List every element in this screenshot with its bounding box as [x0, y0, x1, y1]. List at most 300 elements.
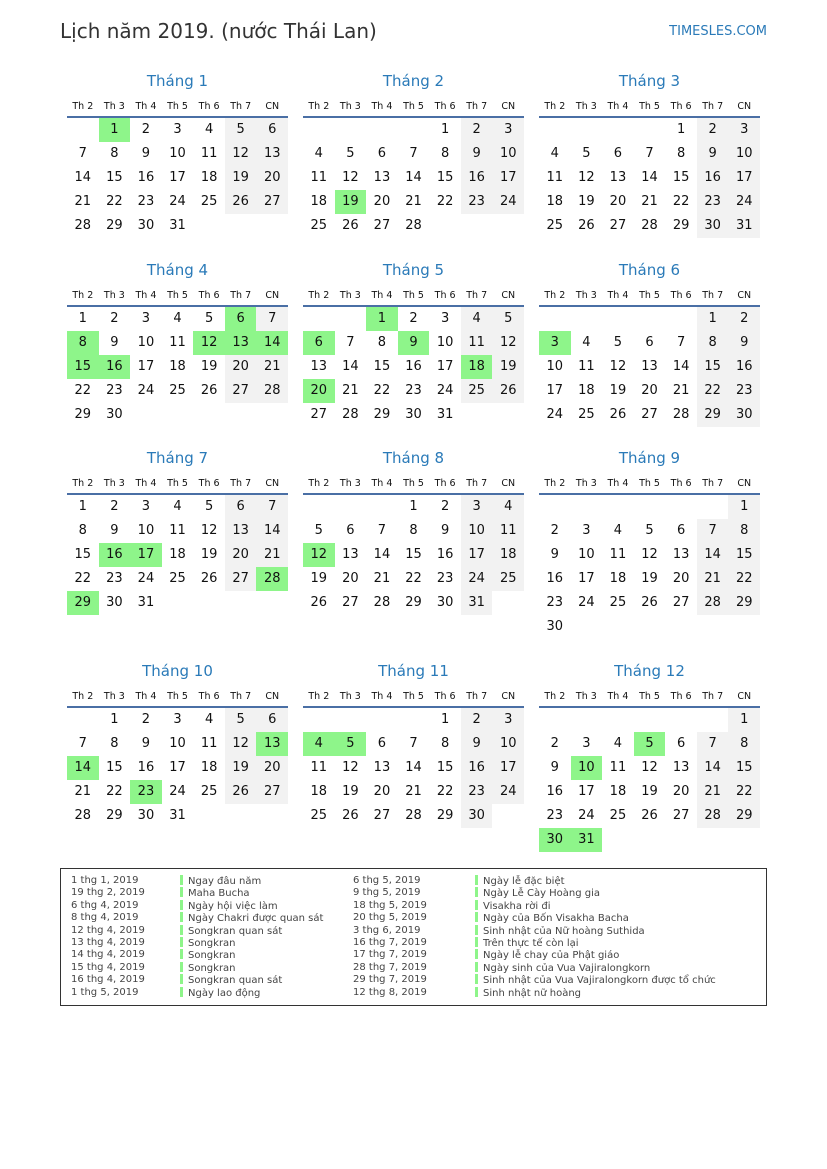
day-cell[interactable]: 10	[546, 359, 564, 374]
day-cell[interactable]: 19	[578, 194, 595, 209]
day-cell[interactable]: 23	[461, 780, 493, 804]
day-cell[interactable]: 21	[74, 194, 92, 209]
day-cell[interactable]: 19	[200, 547, 218, 562]
day-cell[interactable]: 24	[169, 194, 186, 209]
day-cell[interactable]: 30	[106, 407, 123, 422]
day-cell[interactable]: 19	[335, 190, 367, 214]
day-cell[interactable]: 5	[492, 307, 524, 331]
day-cell[interactable]: 30	[461, 804, 493, 828]
day-cell[interactable]: 29	[728, 591, 760, 615]
day-cell[interactable]: 10	[137, 335, 155, 350]
day-cell[interactable]: 7	[676, 335, 686, 350]
day-cell[interactable]: 2	[409, 311, 418, 326]
day-cell[interactable]: 31	[728, 214, 760, 238]
day-cell[interactable]: 25	[492, 567, 524, 591]
day-cell[interactable]: 22	[106, 194, 123, 209]
day-cell[interactable]: 25	[169, 383, 186, 398]
day-cell[interactable]: 19	[225, 756, 257, 780]
day-cell[interactable]: 11	[200, 146, 218, 161]
day-cell[interactable]: 2	[550, 736, 559, 751]
day-cell[interactable]: 23	[405, 383, 422, 398]
day-cell[interactable]: 5	[314, 523, 323, 538]
day-cell[interactable]: 26	[578, 218, 595, 233]
day-cell[interactable]: 8	[110, 736, 119, 751]
day-cell[interactable]: 26	[225, 190, 257, 214]
day-cell[interactable]: 12	[641, 760, 658, 775]
day-cell[interactable]: 11	[609, 760, 627, 775]
day-cell[interactable]: 25	[310, 218, 328, 233]
day-cell[interactable]: 18	[461, 355, 493, 379]
day-cell[interactable]: 10	[578, 547, 595, 562]
day-cell[interactable]: 9	[461, 732, 493, 756]
day-cell[interactable]: 3	[141, 499, 151, 514]
day-cell[interactable]: 18	[546, 194, 564, 209]
day-cell[interactable]: 13	[310, 359, 328, 374]
day-cell[interactable]: 2	[141, 712, 151, 727]
day-cell[interactable]: 22	[74, 571, 92, 586]
day-cell[interactable]: 16	[546, 784, 564, 799]
day-cell[interactable]: 24	[492, 780, 524, 804]
day-cell[interactable]: 1	[676, 122, 686, 137]
day-cell[interactable]: 1	[409, 499, 418, 514]
day-cell[interactable]: 23	[106, 571, 123, 586]
day-cell[interactable]: 4	[492, 495, 524, 519]
day-cell[interactable]: 19	[310, 571, 328, 586]
day-cell[interactable]: 24	[137, 571, 155, 586]
day-cell[interactable]: 5	[346, 146, 355, 161]
day-cell[interactable]: 15	[106, 170, 123, 185]
day-cell[interactable]: 10	[169, 736, 186, 751]
day-cell[interactable]: 1	[728, 495, 760, 519]
day-cell[interactable]: 19	[342, 784, 359, 799]
day-cell[interactable]: 7	[256, 307, 288, 331]
day-cell[interactable]: 22	[697, 379, 729, 403]
day-cell[interactable]: 21	[405, 784, 422, 799]
day-cell[interactable]: 28	[697, 591, 729, 615]
day-cell[interactable]: 6	[377, 146, 387, 161]
day-cell[interactable]: 29	[106, 218, 123, 233]
day-cell[interactable]: 24	[461, 567, 493, 591]
day-cell[interactable]: 10	[461, 519, 493, 543]
day-cell[interactable]: 17	[137, 359, 155, 374]
day-cell[interactable]: 3	[461, 495, 493, 519]
day-cell[interactable]: 9	[550, 547, 559, 562]
day-cell[interactable]: 27	[641, 407, 658, 422]
day-cell[interactable]: 29	[697, 403, 729, 427]
day-cell[interactable]: 20	[609, 194, 627, 209]
day-cell[interactable]: 15	[106, 760, 123, 775]
day-cell[interactable]: 28	[672, 407, 690, 422]
day-cell[interactable]: 29	[436, 808, 454, 823]
day-cell[interactable]: 14	[697, 543, 729, 567]
day-cell[interactable]: 6	[645, 335, 654, 350]
day-cell[interactable]: 20	[225, 355, 257, 379]
day-cell[interactable]: 26	[641, 808, 658, 823]
day-cell[interactable]: 13	[256, 142, 288, 166]
day-cell[interactable]: 8	[697, 331, 729, 355]
day-cell[interactable]: 7	[377, 523, 387, 538]
day-cell[interactable]: 10	[169, 146, 186, 161]
day-cell[interactable]: 25	[609, 595, 627, 610]
day-cell[interactable]: 13	[225, 331, 257, 355]
day-cell[interactable]: 15	[436, 170, 454, 185]
day-cell[interactable]: 6	[346, 523, 355, 538]
day-cell[interactable]: 27	[256, 190, 288, 214]
day-cell[interactable]: 2	[697, 118, 729, 142]
day-cell[interactable]: 12	[492, 331, 524, 355]
day-cell[interactable]: 5	[613, 335, 623, 350]
day-cell[interactable]: 27	[225, 567, 257, 591]
day-cell[interactable]: 27	[373, 808, 391, 823]
day-cell[interactable]: 29	[405, 595, 422, 610]
day-cell[interactable]: 30	[728, 403, 760, 427]
day-cell[interactable]: 10	[492, 732, 524, 756]
day-cell[interactable]: 16	[546, 571, 564, 586]
day-cell[interactable]: 6	[225, 495, 257, 519]
day-cell[interactable]: 15	[373, 359, 391, 374]
day-cell[interactable]: 14	[405, 760, 422, 775]
day-cell[interactable]: 8	[676, 146, 686, 161]
day-cell[interactable]: 24	[578, 595, 595, 610]
day-cell[interactable]: 13	[225, 519, 257, 543]
day-cell[interactable]: 14	[256, 519, 288, 543]
day-cell[interactable]: 23	[106, 383, 123, 398]
day-cell[interactable]: 10	[728, 142, 760, 166]
brand-link[interactable]: TIMESLES.COM	[669, 24, 767, 39]
day-cell[interactable]: 23	[130, 780, 162, 804]
day-cell[interactable]: 18	[310, 784, 328, 799]
day-cell[interactable]: 17	[461, 543, 493, 567]
day-cell[interactable]: 22	[106, 784, 123, 799]
day-cell[interactable]: 1	[366, 307, 398, 331]
day-cell[interactable]: 23	[137, 194, 155, 209]
day-cell[interactable]: 9	[141, 146, 151, 161]
day-cell[interactable]: 8	[440, 736, 450, 751]
day-cell[interactable]: 22	[373, 383, 391, 398]
day-cell[interactable]: 18	[169, 547, 186, 562]
day-cell[interactable]: 7	[78, 736, 87, 751]
day-cell[interactable]: 12	[225, 732, 257, 756]
day-cell[interactable]: 22	[728, 567, 760, 591]
day-cell[interactable]: 11	[546, 170, 564, 185]
day-cell[interactable]: 6	[676, 736, 686, 751]
day-cell[interactable]: 1	[78, 499, 87, 514]
day-cell[interactable]: 15	[697, 355, 729, 379]
day-cell[interactable]: 27	[310, 407, 328, 422]
day-cell[interactable]: 21	[74, 784, 92, 799]
day-cell[interactable]: 4	[461, 307, 493, 331]
day-cell[interactable]: 14	[256, 331, 288, 355]
day-cell[interactable]: 20	[256, 756, 288, 780]
day-cell[interactable]: 11	[200, 736, 218, 751]
day-cell[interactable]: 23	[546, 808, 564, 823]
day-cell[interactable]: 26	[200, 383, 218, 398]
day-cell[interactable]: 7	[346, 335, 355, 350]
day-cell[interactable]: 26	[641, 595, 658, 610]
day-cell[interactable]: 21	[405, 194, 422, 209]
day-cell[interactable]: 4	[550, 146, 559, 161]
day-cell[interactable]: 4	[582, 335, 591, 350]
day-cell[interactable]: 21	[342, 383, 359, 398]
day-cell[interactable]: 12	[342, 170, 359, 185]
day-cell[interactable]: 20	[641, 383, 658, 398]
day-cell[interactable]: 14	[641, 170, 658, 185]
day-cell[interactable]: 21	[641, 194, 658, 209]
day-cell[interactable]: 18	[578, 383, 595, 398]
day-cell[interactable]: 18	[492, 543, 524, 567]
day-cell[interactable]: 24	[436, 383, 454, 398]
day-cell[interactable]: 30	[405, 407, 422, 422]
day-cell[interactable]: 17	[578, 784, 595, 799]
day-cell[interactable]: 25	[609, 808, 627, 823]
day-cell[interactable]: 16	[728, 355, 760, 379]
day-cell[interactable]: 19	[225, 166, 257, 190]
day-cell[interactable]: 23	[546, 595, 564, 610]
day-cell[interactable]: 17	[546, 383, 564, 398]
day-cell[interactable]: 30	[697, 214, 729, 238]
day-cell[interactable]: 9	[461, 142, 493, 166]
day-cell[interactable]: 9	[550, 760, 559, 775]
day-cell[interactable]: 31	[571, 828, 603, 852]
day-cell[interactable]: 19	[200, 359, 218, 374]
day-cell[interactable]: 27	[256, 780, 288, 804]
day-cell[interactable]: 2	[110, 499, 119, 514]
day-cell[interactable]: 28	[256, 567, 288, 591]
day-cell[interactable]: 11	[310, 760, 328, 775]
day-cell[interactable]: 16	[405, 359, 422, 374]
day-cell[interactable]: 2	[728, 307, 760, 331]
day-cell[interactable]: 27	[342, 595, 359, 610]
day-cell[interactable]: 3	[492, 118, 524, 142]
day-cell[interactable]: 15	[436, 760, 454, 775]
day-cell[interactable]: 12	[225, 142, 257, 166]
day-cell[interactable]: 8	[728, 732, 760, 756]
day-cell[interactable]: 3	[492, 708, 524, 732]
day-cell[interactable]: 29	[672, 218, 690, 233]
day-cell[interactable]: 8	[110, 146, 119, 161]
day-cell[interactable]: 9	[728, 331, 760, 355]
day-cell[interactable]: 12	[193, 331, 225, 355]
day-cell[interactable]: 3	[582, 523, 591, 538]
day-cell[interactable]: 16	[137, 170, 155, 185]
day-cell[interactable]: 15	[74, 547, 92, 562]
day-cell[interactable]: 2	[461, 708, 493, 732]
day-cell[interactable]: 8	[728, 519, 760, 543]
day-cell[interactable]: 28	[342, 407, 359, 422]
day-cell[interactable]: 23	[728, 379, 760, 403]
day-cell[interactable]: 21	[672, 383, 690, 398]
day-cell[interactable]: 12	[578, 170, 595, 185]
day-cell[interactable]: 14	[697, 756, 729, 780]
day-cell[interactable]: 16	[99, 355, 131, 379]
day-cell[interactable]: 29	[728, 804, 760, 828]
day-cell[interactable]: 25	[200, 194, 218, 209]
day-cell[interactable]: 20	[225, 543, 257, 567]
day-cell[interactable]: 2	[461, 118, 493, 142]
day-cell[interactable]: 30	[137, 808, 155, 823]
day-cell[interactable]: 13	[609, 170, 627, 185]
day-cell[interactable]: 7	[409, 736, 418, 751]
day-cell[interactable]: 4	[613, 523, 623, 538]
day-cell[interactable]: 17	[169, 170, 186, 185]
day-cell[interactable]: 13	[672, 547, 690, 562]
day-cell[interactable]: 28	[74, 808, 92, 823]
day-cell[interactable]: 8	[78, 523, 87, 538]
day-cell[interactable]: 24	[578, 808, 595, 823]
day-cell[interactable]: 16	[461, 756, 493, 780]
day-cell[interactable]: 11	[461, 331, 493, 355]
day-cell[interactable]: 30	[106, 595, 123, 610]
day-cell[interactable]: 18	[609, 571, 627, 586]
day-cell[interactable]: 30	[546, 619, 564, 634]
day-cell[interactable]: 29	[67, 591, 99, 615]
day-cell[interactable]: 9	[398, 331, 430, 355]
day-cell[interactable]: 4	[173, 311, 182, 326]
day-cell[interactable]: 6	[256, 118, 288, 142]
day-cell[interactable]: 11	[609, 547, 627, 562]
day-cell[interactable]: 27	[373, 218, 391, 233]
day-cell[interactable]: 7	[256, 495, 288, 519]
day-cell[interactable]: 13	[373, 170, 391, 185]
day-cell[interactable]: 4	[204, 712, 214, 727]
day-cell[interactable]: 4	[314, 146, 323, 161]
day-cell[interactable]: 26	[200, 571, 218, 586]
day-cell[interactable]: 20	[373, 784, 391, 799]
day-cell[interactable]: 31	[436, 407, 454, 422]
day-cell[interactable]: 31	[137, 595, 155, 610]
day-cell[interactable]: 30	[539, 828, 571, 852]
day-cell[interactable]: 11	[492, 519, 524, 543]
day-cell[interactable]: 5	[335, 732, 367, 756]
day-cell[interactable]: 13	[373, 760, 391, 775]
day-cell[interactable]: 17	[728, 166, 760, 190]
day-cell[interactable]: 24	[492, 190, 524, 214]
day-cell[interactable]: 11	[578, 359, 595, 374]
day-cell[interactable]: 4	[303, 732, 335, 756]
day-cell[interactable]: 12	[342, 760, 359, 775]
day-cell[interactable]: 5	[225, 118, 257, 142]
day-cell[interactable]: 30	[436, 595, 454, 610]
day-cell[interactable]: 12	[641, 547, 658, 562]
day-cell[interactable]: 20	[303, 379, 335, 403]
day-cell[interactable]: 1	[728, 708, 760, 732]
day-cell[interactable]: 17	[578, 571, 595, 586]
day-cell[interactable]: 4	[613, 736, 623, 751]
day-cell[interactable]: 2	[110, 311, 119, 326]
day-cell[interactable]: 5	[634, 732, 666, 756]
day-cell[interactable]: 14	[373, 547, 391, 562]
day-cell[interactable]: 16	[461, 166, 493, 190]
day-cell[interactable]: 6	[377, 736, 387, 751]
day-cell[interactable]: 18	[310, 194, 328, 209]
day-cell[interactable]: 16	[697, 166, 729, 190]
day-cell[interactable]: 24	[137, 383, 155, 398]
day-cell[interactable]: 26	[492, 379, 524, 403]
day-cell[interactable]: 13	[256, 732, 288, 756]
day-cell[interactable]: 14	[67, 756, 99, 780]
day-cell[interactable]: 18	[169, 359, 186, 374]
day-cell[interactable]: 23	[697, 190, 729, 214]
day-cell[interactable]: 3	[539, 331, 571, 355]
day-cell[interactable]: 2	[141, 122, 151, 137]
day-cell[interactable]: 20	[256, 166, 288, 190]
day-cell[interactable]: 6	[676, 523, 686, 538]
day-cell[interactable]: 26	[342, 218, 359, 233]
day-cell[interactable]: 25	[169, 571, 186, 586]
day-cell[interactable]: 22	[436, 784, 454, 799]
day-cell[interactable]: 4	[173, 499, 182, 514]
day-cell[interactable]: 21	[256, 543, 288, 567]
day-cell[interactable]: 18	[609, 784, 627, 799]
day-cell[interactable]: 6	[225, 307, 257, 331]
day-cell[interactable]: 7	[78, 146, 87, 161]
day-cell[interactable]: 24	[546, 407, 564, 422]
day-cell[interactable]: 8	[67, 331, 99, 355]
day-cell[interactable]: 25	[310, 808, 328, 823]
day-cell[interactable]: 28	[641, 218, 658, 233]
day-cell[interactable]: 7	[645, 146, 654, 161]
day-cell[interactable]: 15	[67, 355, 99, 379]
day-cell[interactable]: 3	[728, 118, 760, 142]
day-cell[interactable]: 12	[303, 543, 335, 567]
day-cell[interactable]: 17	[169, 760, 186, 775]
day-cell[interactable]: 20	[342, 571, 359, 586]
day-cell[interactable]: 2	[550, 523, 559, 538]
day-cell[interactable]: 12	[609, 359, 627, 374]
day-cell[interactable]: 8	[409, 523, 418, 538]
day-cell[interactable]: 26	[225, 780, 257, 804]
day-cell[interactable]: 11	[169, 335, 186, 350]
day-cell[interactable]: 31	[461, 591, 493, 615]
day-cell[interactable]: 6	[613, 146, 623, 161]
day-cell[interactable]: 1	[110, 712, 119, 727]
day-cell[interactable]: 9	[440, 523, 450, 538]
day-cell[interactable]: 21	[373, 571, 391, 586]
day-cell[interactable]: 3	[582, 736, 591, 751]
day-cell[interactable]: 10	[492, 142, 524, 166]
day-cell[interactable]: 15	[672, 170, 690, 185]
day-cell[interactable]: 19	[609, 383, 627, 398]
day-cell[interactable]: 10	[137, 523, 155, 538]
day-cell[interactable]: 14	[672, 359, 690, 374]
day-cell[interactable]: 11	[310, 170, 328, 185]
day-cell[interactable]: 28	[373, 595, 391, 610]
day-cell[interactable]: 25	[546, 218, 564, 233]
day-cell[interactable]: 7	[697, 732, 729, 756]
day-cell[interactable]: 8	[377, 335, 387, 350]
day-cell[interactable]: 15	[728, 756, 760, 780]
day-cell[interactable]: 20	[373, 194, 391, 209]
day-cell[interactable]: 14	[74, 170, 92, 185]
day-cell[interactable]: 28	[405, 808, 422, 823]
day-cell[interactable]: 9	[110, 523, 119, 538]
day-cell[interactable]: 14	[342, 359, 359, 374]
day-cell[interactable]: 5	[204, 499, 214, 514]
day-cell[interactable]: 14	[405, 170, 422, 185]
day-cell[interactable]: 10	[436, 335, 454, 350]
day-cell[interactable]: 16	[99, 543, 131, 567]
day-cell[interactable]: 27	[672, 595, 690, 610]
day-cell[interactable]: 7	[697, 519, 729, 543]
day-cell[interactable]: 5	[582, 146, 591, 161]
day-cell[interactable]: 22	[405, 571, 422, 586]
day-cell[interactable]: 22	[74, 383, 92, 398]
day-cell[interactable]: 30	[137, 218, 155, 233]
day-cell[interactable]: 15	[405, 547, 422, 562]
day-cell[interactable]: 8	[440, 146, 450, 161]
day-cell[interactable]: 1	[99, 118, 131, 142]
day-cell[interactable]: 20	[672, 784, 690, 799]
